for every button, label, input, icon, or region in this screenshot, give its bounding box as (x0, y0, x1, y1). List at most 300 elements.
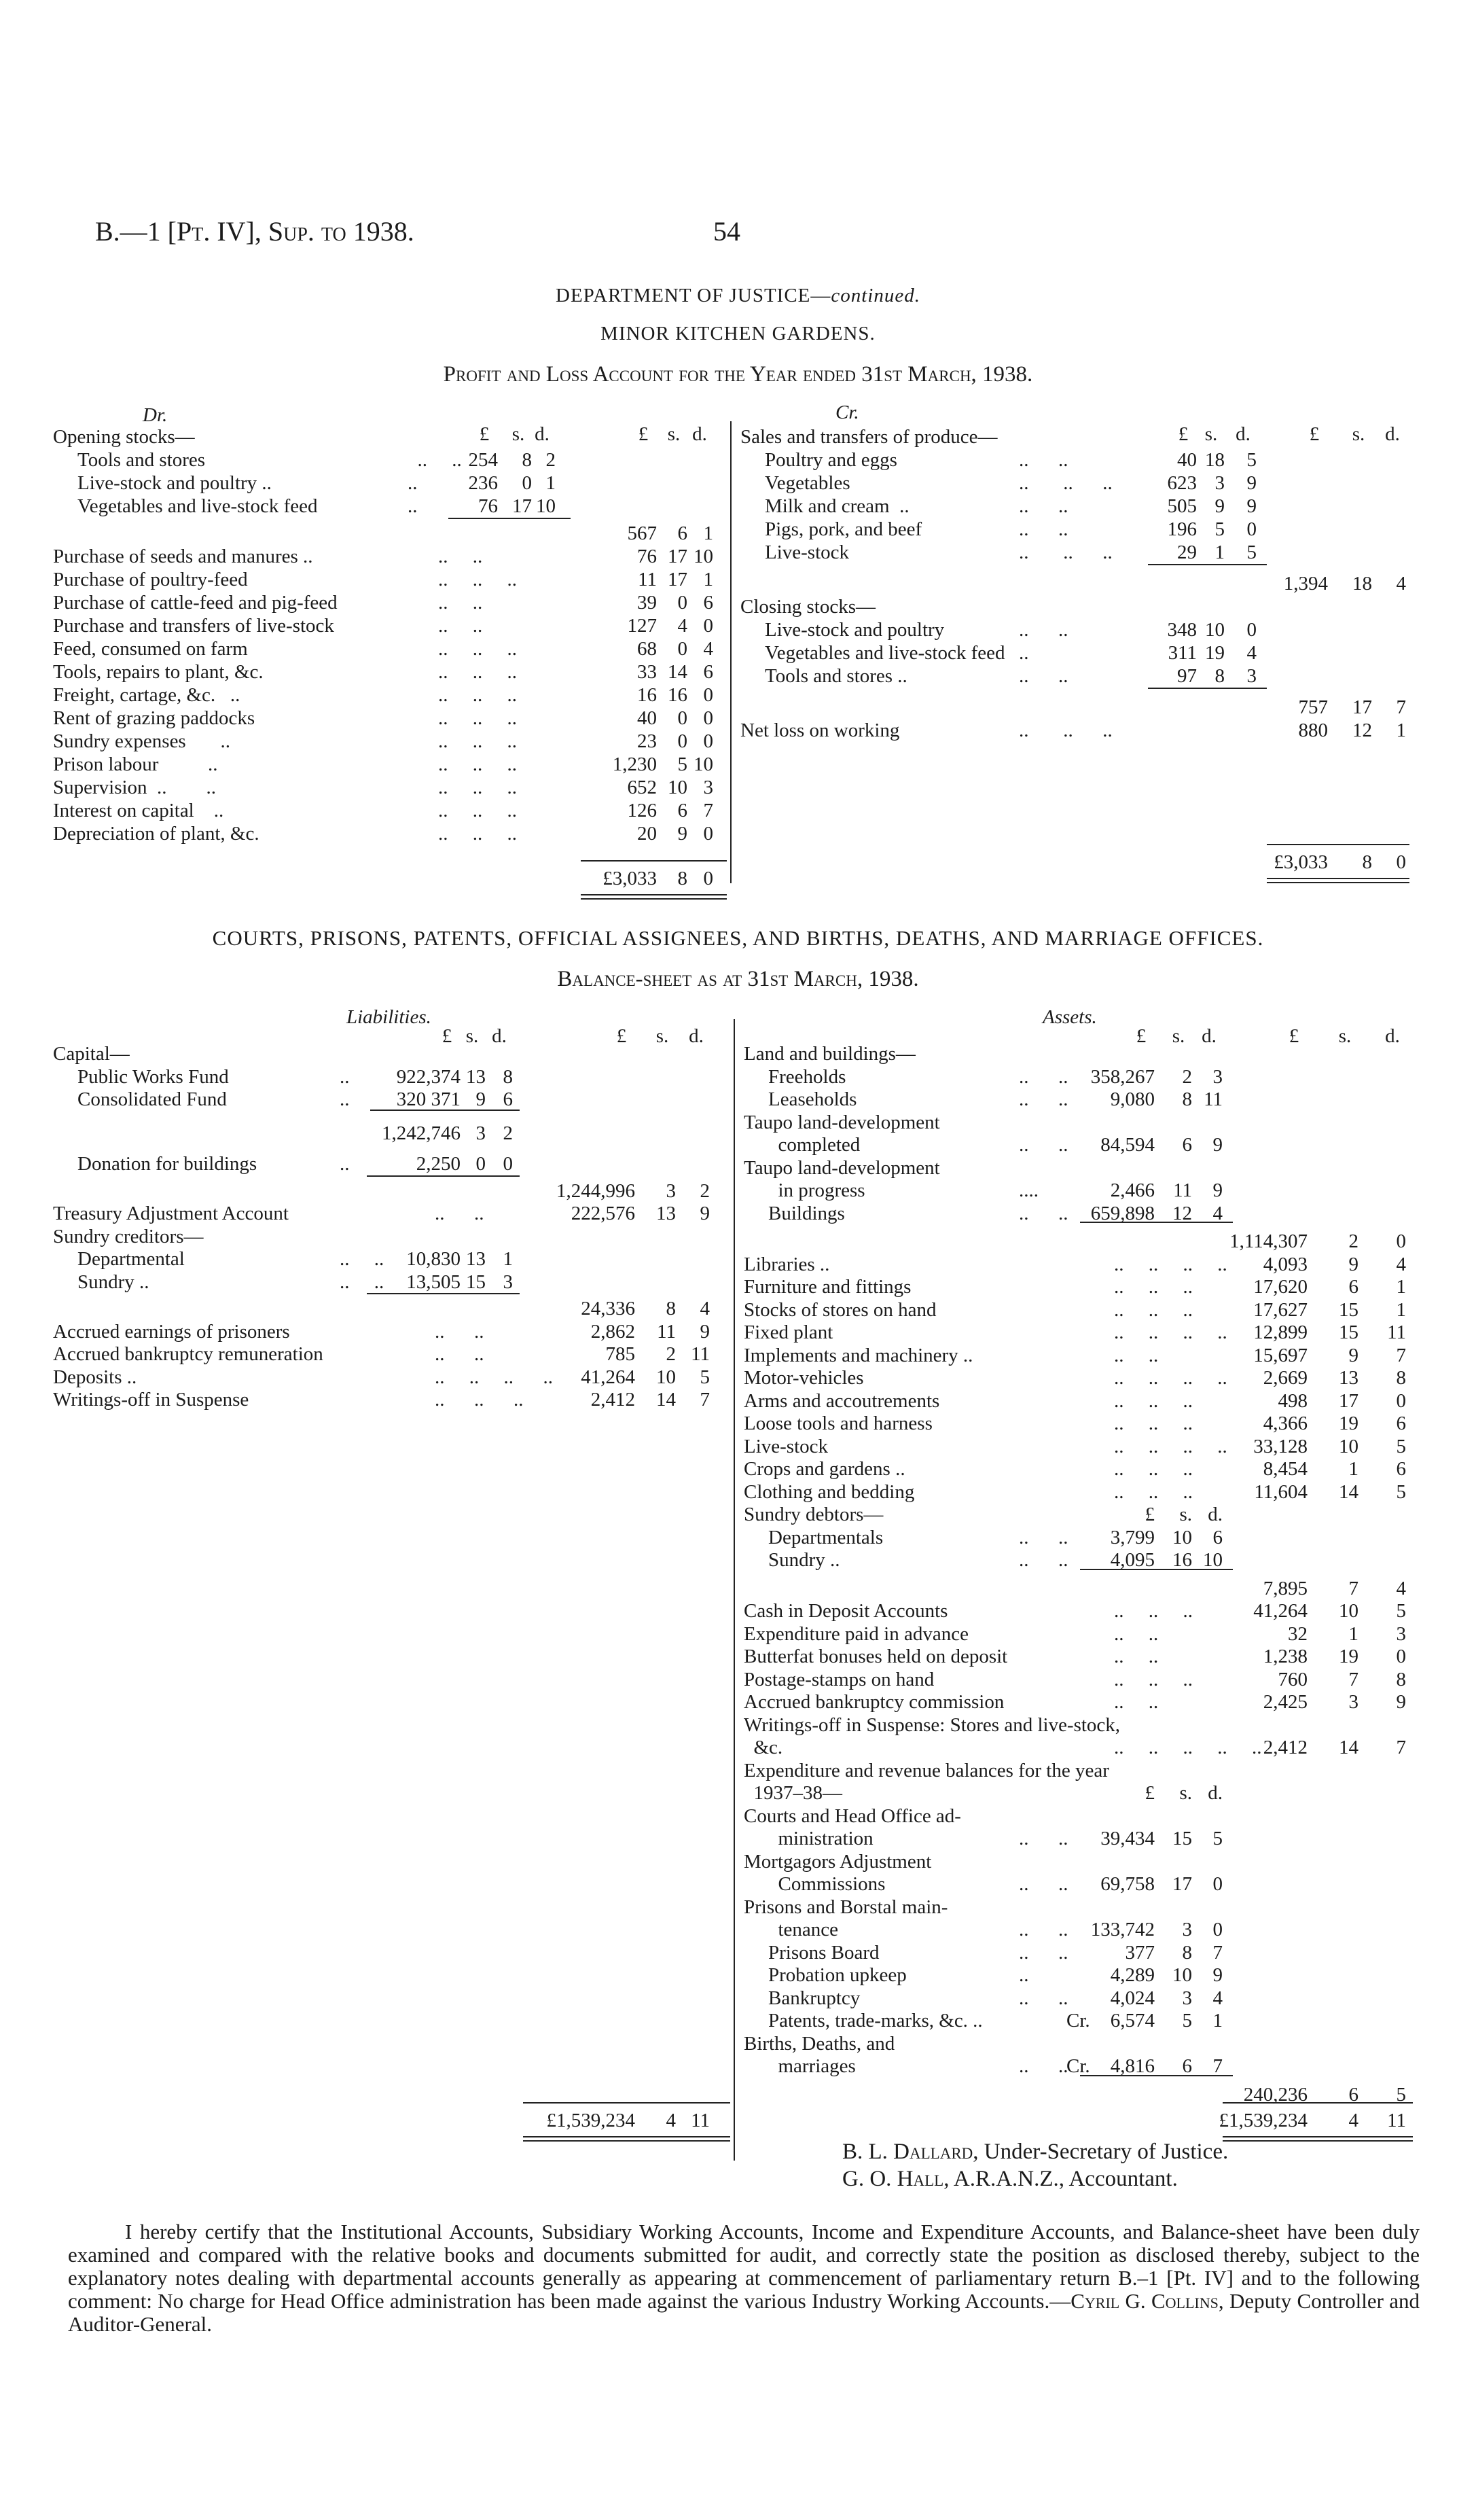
pl-debit-label: Tools and stores (77, 449, 206, 471)
pl-debit-amount-pence: 0 (703, 684, 713, 706)
asset-amount-shillings: 6 (1348, 1276, 1358, 1298)
pound-header: £ (479, 423, 490, 445)
asset-label: Bankruptcy (768, 1987, 861, 2009)
pl-debit-label: Supervision .. .. (53, 777, 217, 798)
credit-marker: Cr. (1066, 2010, 1090, 2031)
liability-amount-shillings: 10 (656, 1366, 676, 1388)
pl-debit-amount-pounds: 39 (637, 592, 657, 614)
total-double-rule (581, 894, 727, 900)
pl-debit-amount-pence: 0 (703, 730, 713, 752)
asset-amount-pence: 0 (1396, 1389, 1406, 1412)
pl-debit-label: Purchase of poultry-feed (53, 569, 248, 590)
liability-amount-pence: 11 (691, 1343, 710, 1365)
total-double-rule (523, 2136, 730, 2142)
leader-dots: .. .. (1114, 1691, 1159, 1713)
leader-dots: .. .. .. (1114, 1413, 1193, 1434)
pl-debit-amount-shillings: 9 (677, 823, 687, 845)
liability-amount-pence: 4 (700, 1298, 710, 1319)
asset-sub-pounds: 3,799 (1110, 1526, 1155, 1548)
pl-credit-total-pence: 0 (1396, 851, 1406, 873)
pence-header: d. (1385, 1025, 1400, 1047)
pound-header: £ (616, 1025, 627, 1047)
asset-sub-header-pounds: £ (1145, 1504, 1155, 1525)
liability-sub-pounds: 320 371 (396, 1088, 461, 1110)
asset-amount-pounds: 2,425 (1263, 1691, 1308, 1713)
pl-debit-amount-pence: 3 (703, 777, 713, 798)
leader-dots: .. .. (1019, 1202, 1068, 1224)
balance-sheet-heading: COURTS, PRISONS, PATENTS, OFFICIAL ASSIGNEES, AND BIRTHS, DEATHS, AND MARRIAGE OFFICES. (212, 926, 1264, 950)
asset-amount-pounds: 4,093 (1263, 1253, 1308, 1275)
asset-label: Expenditure and revenue balances for the year (744, 1759, 1109, 1781)
asset-label: Libraries .. (744, 1253, 830, 1275)
asset-sub-pence: 4 (1212, 1202, 1223, 1224)
asset-label: Buildings (768, 1202, 845, 1224)
asset-amount-shillings: 10 (1339, 1435, 1358, 1457)
total-double-rule (1267, 878, 1409, 883)
shilling-header: s. (1352, 423, 1365, 445)
total-double-rule (1223, 2136, 1413, 2142)
asset-amount-shillings: 2 (1348, 1230, 1358, 1252)
pl-credit-amount-pence: 1 (1396, 720, 1406, 741)
pl-credit-sub-shillings: 18 (1205, 449, 1225, 471)
asset-label: Live-stock (744, 1435, 829, 1457)
pl-account-title: Profit and Loss Account for the Year ended 31st March, 1938. (443, 362, 1033, 387)
asset-sub-pounds: 4,095 (1110, 1549, 1155, 1571)
asset-label: ministration (768, 1828, 874, 1849)
liability-amount-pounds: 785 (605, 1343, 635, 1365)
pl-credit-sub-pounds: 97 (1177, 665, 1197, 687)
liability-sub-pence: 6 (503, 1088, 513, 1110)
liability-amount-pounds: 24,336 (581, 1298, 635, 1319)
leader-dots: .. (340, 1153, 350, 1175)
asset-amount-pounds: 33,128 (1253, 1435, 1308, 1457)
leader-dots: .. (408, 472, 418, 494)
leader-dots: .. .. .. .. (1114, 1253, 1227, 1275)
liability-amount-shillings: 8 (666, 1298, 676, 1319)
asset-sub-pounds: 659,898 (1090, 1202, 1155, 1224)
leader-dots: .. .. .. (1019, 472, 1113, 494)
pl-debit-amount-pence: 6 (703, 661, 713, 683)
pl-debit-amount-shillings: 5 (677, 753, 687, 775)
pl-debit-sub-pence: 10 (536, 495, 556, 517)
asset-amount-shillings: 10 (1339, 1600, 1358, 1622)
pl-debit-amount-pence: 1 (703, 522, 713, 544)
pl-credit-sub-pence: 5 (1246, 542, 1257, 563)
pl-debit-amount-shillings: 4 (677, 615, 687, 637)
leader-dots: .. .. (1019, 2055, 1068, 2077)
leader-dots: .. .. .. (1019, 542, 1113, 563)
asset-amount-pounds: 15,697 (1253, 1344, 1308, 1366)
asset-sub-pence: 10 (1203, 1549, 1223, 1571)
asset-sub-pence: 9 (1212, 1179, 1223, 1201)
asset-amount-pounds: 41,264 (1253, 1600, 1308, 1622)
asset-sub-shillings: 8 (1182, 1941, 1192, 1964)
pl-credit-label: Pigs, pork, and beef (765, 518, 922, 540)
pound-header: £ (1178, 423, 1189, 445)
asset-total-pence: 11 (1387, 2110, 1406, 2131)
asset-amount-pounds: 32 (1288, 1622, 1308, 1645)
asset-amount-shillings: 14 (1339, 1480, 1358, 1503)
asset-label: Postage-stamps on hand (744, 1668, 935, 1690)
pl-debit-amount-pounds: 23 (637, 730, 657, 752)
asset-amount-pounds: 498 (1278, 1389, 1308, 1412)
asset-amount-pounds: 4,366 (1263, 1413, 1308, 1434)
pl-debit-amount-shillings: 16 (668, 684, 687, 706)
asset-sub-header-pence: d. (1208, 1782, 1223, 1804)
pl-credit-label: Closing stocks— (740, 596, 876, 618)
pl-credit-amount-shillings: 18 (1352, 573, 1372, 594)
pl-debit-amount-pence: 1 (703, 569, 713, 590)
asset-amount-pounds: 2,412 (1263, 1737, 1308, 1758)
asset-label: Arms and accoutrements (744, 1389, 940, 1412)
asset-label: Butterfat bonuses held on deposit (744, 1646, 1008, 1667)
pl-credit-sub-shillings: 3 (1214, 472, 1225, 494)
pl-debit-total-pence: 0 (703, 868, 713, 889)
asset-amount-pounds: 7,895 (1263, 1577, 1308, 1599)
asset-amount-pounds: 11,604 (1254, 1480, 1308, 1503)
leader-dots: .. .. .. .. (1114, 1321, 1227, 1343)
liability-amount-pounds: 2,412 (590, 1389, 635, 1410)
pence-header: d. (692, 423, 707, 445)
asset-label: in progress (768, 1179, 865, 1201)
asset-sub-shillings: 3 (1182, 1987, 1192, 2009)
asset-label: Departmentals (768, 1526, 884, 1548)
asset-sub-shillings: 6 (1182, 1134, 1192, 1156)
asset-label: Sundry debtors— (744, 1504, 884, 1525)
leader-dots: .. .. (438, 615, 483, 637)
pl-credit-sub-pounds: 505 (1167, 495, 1197, 517)
pl-debit-label: Tools, repairs to plant, &c. (53, 661, 264, 683)
signature-accountant: G. O. Hall, A.R.A.N.Z., Accountant. (842, 2167, 1178, 2191)
asset-sub-shillings: 6 (1182, 2055, 1192, 2077)
pl-debit-amount-pounds: 76 (637, 546, 657, 567)
signature-under-secretary: B. L. Dallard, Under-Secretary of Justice. (842, 2140, 1229, 2164)
asset-amount-shillings: 15 (1339, 1298, 1358, 1321)
pl-credit-label: Net loss on working (740, 720, 900, 741)
leader-dots: .. .. .. .. (1114, 1435, 1227, 1457)
asset-amount-pounds: 1,238 (1263, 1646, 1308, 1667)
asset-amount-pounds: 760 (1278, 1668, 1308, 1690)
leader-dots: .. (1019, 1964, 1029, 1986)
pl-debit-amount-pounds: 68 (637, 638, 657, 660)
pl-credit-sub-pence: 4 (1246, 642, 1257, 664)
asset-amount-shillings: 9 (1348, 1344, 1358, 1366)
leader-dots: .. .. .. .. .. (1114, 1737, 1262, 1758)
pl-debit-amount-pounds: 20 (637, 823, 657, 845)
asset-amount-shillings: 17 (1339, 1389, 1358, 1412)
pound-header: £ (1309, 423, 1320, 445)
pl-debit-amount-pounds: 40 (637, 707, 657, 729)
pl-debit-amount-pence: 7 (703, 800, 713, 821)
pence-header: d. (535, 423, 550, 445)
asset-amount-shillings: 19 (1339, 1646, 1358, 1667)
pl-debit-amount-pence: 10 (694, 546, 713, 567)
pl-credit-amount-pounds: 880 (1298, 720, 1328, 741)
pl-credit-label: Sales and transfers of produce— (740, 426, 998, 448)
pl-debit-amount-pence: 0 (703, 615, 713, 637)
liability-sub-pounds: 13,505 (406, 1271, 461, 1293)
pl-debit-sub-pence: 2 (545, 449, 556, 471)
section-heading: MINOR KITCHEN GARDENS. (600, 323, 876, 344)
asset-amount-pounds: 8,454 (1263, 1458, 1308, 1480)
leader-dots: .. .. (1019, 665, 1068, 687)
asset-label: Courts and Head Office ad- (744, 1805, 961, 1827)
pl-debit-sub-pounds: 236 (468, 472, 498, 494)
leader-dots: .. .. .. (438, 638, 517, 660)
pl-debit-amount-pounds: 567 (627, 522, 657, 544)
leader-dots: .. (1019, 642, 1029, 664)
asset-label: Implements and machinery .. (744, 1344, 973, 1366)
asset-sub-shillings: 8 (1182, 1088, 1192, 1110)
leader-dots: .. .. (340, 1248, 384, 1270)
asset-amount-pence: 7 (1396, 1344, 1406, 1366)
asset-sub-shillings: 12 (1172, 1202, 1192, 1224)
liability-sub-pence: 2 (503, 1122, 513, 1144)
leader-dots: .. .. (1019, 1987, 1068, 2009)
liability-sub-pence: 8 (503, 1065, 513, 1088)
asset-sub-header-shillings: s. (1179, 1782, 1192, 1804)
pl-debit-sub-pounds: 76 (478, 495, 498, 517)
pl-credit-sub-pence: 0 (1246, 518, 1257, 540)
leader-dots: .. .. (1019, 449, 1068, 471)
liability-sub-shillings: 9 (475, 1088, 486, 1110)
asset-amount-pounds: 17,620 (1253, 1276, 1308, 1298)
asset-sub-pence: 4 (1212, 1987, 1223, 2009)
asset-sub-shillings: 17 (1172, 1873, 1192, 1895)
pl-credit-sub-pounds: 29 (1177, 542, 1197, 563)
leader-dots: .. .. .. (1114, 1480, 1193, 1503)
leader-dots: .. .. (1019, 518, 1068, 540)
liability-sub-shillings: 15 (466, 1271, 486, 1293)
subtotal-rule (1080, 1222, 1233, 1223)
asset-sub-pounds: 358,267 (1090, 1065, 1155, 1088)
pl-debit-amount-pence: 0 (703, 823, 713, 845)
liability-amount-pence: 5 (700, 1366, 710, 1388)
pl-credit-label: Live-stock and poultry (765, 619, 945, 641)
pl-credit-sub-pence: 5 (1246, 449, 1257, 471)
asset-label: Taupo land-development (744, 1111, 940, 1133)
leader-dots: .. .. (1019, 1919, 1068, 1940)
leader-dots: .. .. .. (438, 800, 517, 821)
shilling-header: s. (667, 423, 681, 445)
asset-sub-pounds: 9,080 (1110, 1088, 1155, 1110)
asset-amount-pence: 8 (1396, 1367, 1406, 1389)
pl-credit-sub-shillings: 19 (1205, 642, 1225, 664)
liability-amount-shillings: 13 (656, 1203, 676, 1224)
pl-credit-label: Milk and cream .. (765, 495, 910, 517)
asset-sub-pence: 7 (1212, 1941, 1223, 1964)
asset-amount-pence: 0 (1396, 1230, 1406, 1252)
department-heading: DEPARTMENT OF JUSTICE—continued. (556, 285, 920, 306)
liability-amount-pence: 2 (700, 1179, 710, 1202)
pl-credit-sub-pence: 9 (1246, 472, 1257, 494)
liability-sub-pence: 3 (503, 1271, 513, 1293)
asset-label: Mortgagors Adjustment (744, 1850, 932, 1873)
audit-certificate: I hereby certify that the Institutional Accounts, Subsidiary Working Accounts, Income and Expenditure Accounts, and Balance-sheet have been duly examined and compared with the relative books and documents submitted for audit, and correctly state the position as disclosed thereby, subject to the explanatory notes dealing with departmental accounts generally as appearing at commencement of parliamentary return B.–1 [Pt. IV] and to the following comment: No charge for Head Office administration has been made against the various Industry Working Accounts.—Cyril G. Collins, Deputy Controller and Auditor-General. (68, 2220, 1420, 2336)
asset-sub-pounds: 4,289 (1110, 1964, 1155, 1986)
asset-label: Prisons and Borstal main- (744, 1896, 948, 1918)
pl-credit-sub-pounds: 40 (1177, 449, 1197, 471)
leader-dots: .... (1019, 1179, 1039, 1201)
asset-label: completed (768, 1134, 861, 1156)
asset-sub-pounds: 2,466 (1110, 1179, 1155, 1201)
pl-credit-amount-shillings: 17 (1352, 696, 1372, 718)
asset-label: Leaseholds (768, 1088, 857, 1110)
liability-sub-pence: 0 (503, 1153, 513, 1175)
asset-amount-pounds: 17,627 (1253, 1298, 1308, 1321)
asset-sub-pounds: 39,434 (1100, 1828, 1155, 1849)
asset-amount-shillings: 14 (1339, 1737, 1358, 1758)
asset-sub-shillings: 3 (1182, 1919, 1192, 1940)
asset-sub-shillings: 16 (1172, 1549, 1192, 1571)
pl-debit-label: Depreciation of plant, &c. (53, 823, 259, 845)
liability-sub-pounds: 1,242,746 (382, 1122, 461, 1144)
pl-credit-amount-pounds: 757 (1298, 696, 1328, 718)
liability-amount-shillings: 2 (666, 1343, 676, 1365)
pl-debit-amount-pounds: 652 (627, 777, 657, 798)
asset-sub-pounds: 4,024 (1110, 1987, 1155, 2009)
asset-amount-shillings: 3 (1348, 1691, 1358, 1713)
asset-label: Births, Deaths, and (744, 2032, 895, 2055)
leader-dots: .. .. .. .. (435, 1366, 553, 1388)
asset-label: Expenditure paid in advance (744, 1622, 969, 1645)
leader-dots: .. .. (435, 1203, 484, 1224)
leader-dots: .. .. (1019, 1941, 1068, 1964)
pl-credit-sub-pence: 0 (1246, 619, 1257, 641)
pl-debit-label: Freight, cartage, &c. .. (53, 684, 240, 706)
pl-debit-amount-pence: 10 (694, 753, 713, 775)
leader-dots: .. .. (1019, 1526, 1068, 1548)
asset-label: Accrued bankruptcy commission (744, 1691, 1005, 1713)
liability-sub-pounds: 10,830 (406, 1248, 461, 1270)
liability-amount-pounds: 222,576 (571, 1203, 635, 1224)
asset-sub-pence: 3 (1212, 1065, 1223, 1088)
asset-amount-pence: 5 (1396, 1480, 1406, 1503)
leader-dots: .. .. (1019, 619, 1068, 641)
liability-amount-pence: 9 (700, 1203, 710, 1224)
asset-amount-pence: 4 (1396, 1253, 1406, 1275)
leader-dots: .. .. (1019, 1088, 1068, 1110)
pl-debit-amount-shillings: 0 (677, 730, 687, 752)
asset-sub-header-pence: d. (1208, 1504, 1223, 1525)
pound-header: £ (1136, 1025, 1147, 1047)
pl-credit-sub-pounds: 623 (1167, 472, 1197, 494)
pl-debit-label: Sundry expenses .. (53, 730, 230, 752)
asset-label: Patents, trade-marks, &c. .. (768, 2010, 983, 2031)
liability-label: Accrued earnings of prisoners (53, 1320, 290, 1343)
liability-label: Sundry creditors— (53, 1225, 204, 1247)
subtotal-rule (367, 1293, 520, 1294)
asset-label: tenance (768, 1919, 839, 1940)
leader-dots: .. .. .. (438, 569, 517, 590)
pound-header: £ (638, 423, 649, 445)
pound-header: £ (1289, 1025, 1299, 1047)
liability-label: Donation for buildings (77, 1153, 257, 1175)
subtotal-rule (1080, 1569, 1233, 1570)
liability-label: Consolidated Fund (77, 1088, 227, 1110)
asset-amount-shillings: 15 (1339, 1321, 1358, 1343)
pl-debit-label: Prison labour .. (53, 753, 218, 775)
pl-debit-label: Purchase of seeds and manures .. (53, 546, 313, 567)
liability-total-pence: 11 (691, 2110, 710, 2131)
liability-label: Treasury Adjustment Account (53, 1203, 289, 1224)
pl-debit-sub-shillings: 8 (522, 449, 532, 471)
leader-dots: .. (408, 495, 418, 517)
asset-sub-shillings: 2 (1182, 1065, 1192, 1088)
pl-credit-sub-pounds: 311 (1168, 642, 1197, 664)
asset-label: Freeholds (768, 1065, 846, 1088)
leader-dots: .. .. (435, 1343, 484, 1365)
leader-dots: .. .. .. (1114, 1668, 1193, 1690)
leader-dots: .. .. (1114, 1622, 1159, 1645)
pl-debit-amount-pounds: 1,230 (612, 753, 657, 775)
subtotal-rule (1148, 688, 1267, 689)
leader-dots: .. .. .. (438, 823, 517, 845)
liability-label: Departmental (77, 1248, 185, 1270)
pl-debit-amount-pence: 6 (703, 592, 713, 614)
pl-credit-amount-pounds: 1,394 (1283, 573, 1328, 594)
pl-debit-amount-pence: 4 (703, 638, 713, 660)
pl-debit-label: Rent of grazing paddocks (53, 707, 255, 729)
asset-amount-pounds: 12,899 (1253, 1321, 1308, 1343)
leader-dots: .. .. (438, 546, 483, 567)
asset-sub-pounds: 6,574 (1110, 2010, 1155, 2031)
leader-dots: .. .. (340, 1271, 384, 1293)
asset-sub-pence: 7 (1212, 2055, 1223, 2077)
pl-debit-amount-shillings: 0 (677, 592, 687, 614)
asset-label: Crops and gardens .. (744, 1458, 905, 1480)
liability-sub-shillings: 3 (475, 1122, 486, 1144)
liability-sub-pounds: 2,250 (416, 1153, 461, 1175)
pl-debit-amount-shillings: 6 (677, 522, 687, 544)
pl-credit-sub-pence: 3 (1246, 665, 1257, 687)
leader-dots: .. .. (438, 592, 483, 614)
asset-label: Furniture and fittings (744, 1276, 912, 1298)
pl-debit-label: Interest on capital .. (53, 800, 224, 821)
liability-total-shillings: 4 (666, 2110, 676, 2131)
leader-dots: .. .. .. (1114, 1600, 1193, 1622)
asset-sub-pounds: 133,742 (1090, 1919, 1155, 1940)
asset-amount-shillings: 1 (1348, 1622, 1358, 1645)
leader-dots: .. .. (1019, 495, 1068, 517)
asset-sub-header-pounds: £ (1145, 1782, 1155, 1804)
asset-sub-pence: 11 (1204, 1088, 1223, 1110)
liability-amount-pence: 9 (700, 1320, 710, 1343)
asset-amount-pence: 6 (1396, 1458, 1406, 1480)
pl-debit-sub-shillings: 17 (512, 495, 532, 517)
asset-label: Cash in Deposit Accounts (744, 1600, 948, 1622)
pl-credit-sub-pence: 9 (1246, 495, 1257, 517)
asset-sub-shillings: 5 (1182, 2010, 1192, 2031)
pl-credit-amount-pence: 7 (1396, 696, 1406, 718)
page-number: 54 (713, 216, 740, 247)
pl-debit-sub-pounds: 254 (468, 449, 498, 471)
leader-dots: .. .. .. (438, 707, 517, 729)
asset-label: Sundry .. (768, 1549, 840, 1571)
leader-dots: .. .. .. (438, 684, 517, 706)
pl-debit-label: Purchase and transfers of live-stock (53, 615, 334, 637)
pence-header: d. (1385, 423, 1400, 445)
shilling-header: s. (511, 423, 525, 445)
assets-label: Assets. (1043, 1006, 1097, 1028)
asset-sub-pounds: 69,758 (1100, 1873, 1155, 1895)
liability-amount-pounds: 1,244,996 (556, 1179, 635, 1202)
leader-dots: .. .. (408, 449, 462, 471)
asset-sub-pence: 9 (1212, 1134, 1223, 1156)
leader-dots: .. .. (1019, 1828, 1068, 1849)
asset-label: Taupo land-development (744, 1156, 940, 1179)
asset-sub-pence: 9 (1212, 1964, 1223, 1986)
